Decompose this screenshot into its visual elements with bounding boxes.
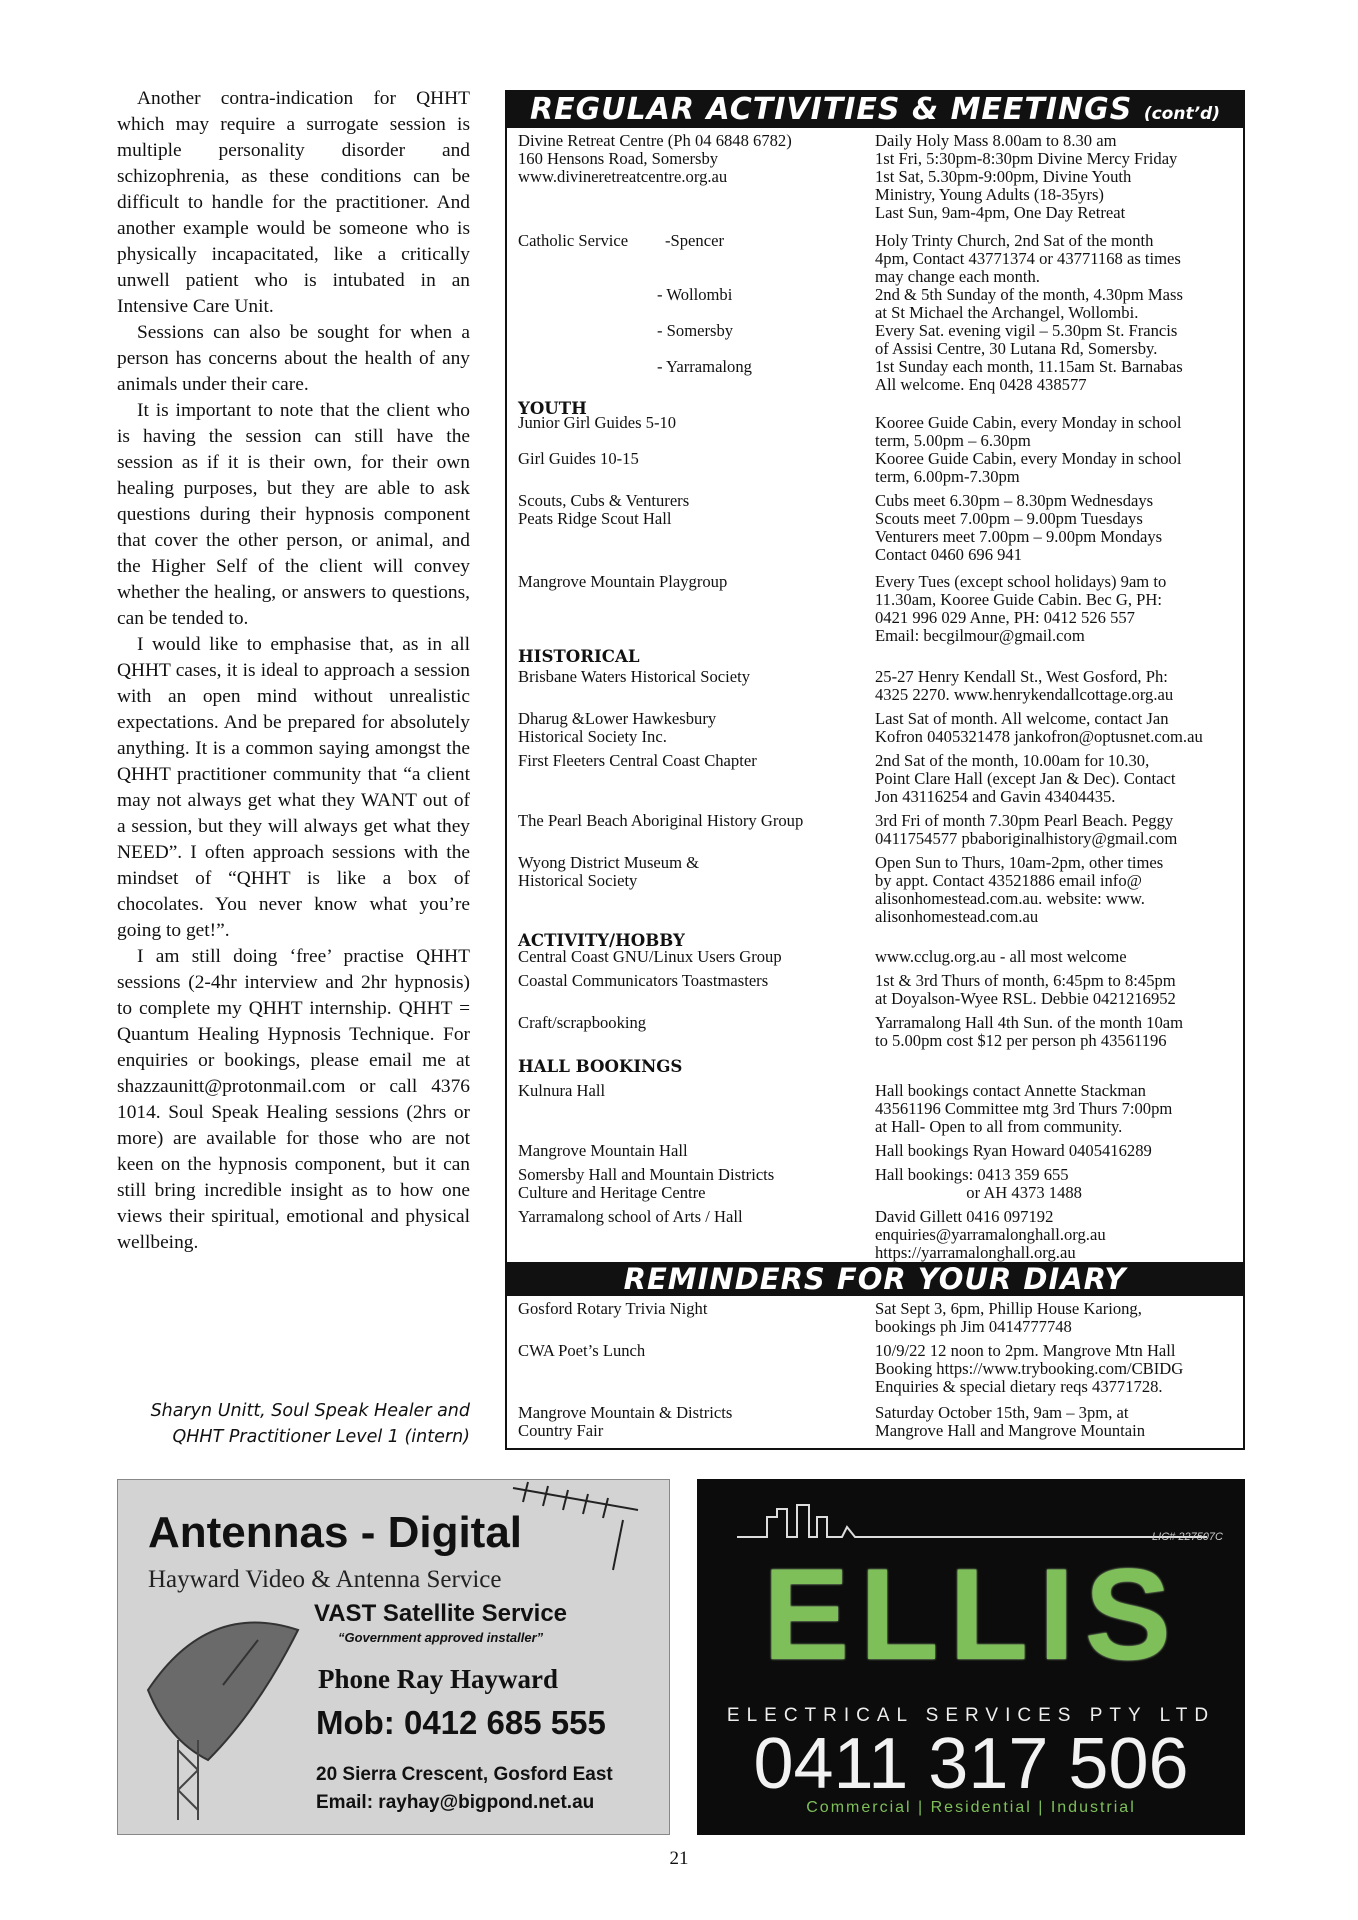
row-detail: Holy Trinty Church, 2nd Sat of the month 4pm, Contact 43771374 or 43771168 as times may change each month. <box>875 231 1181 286</box>
row-name: The Pearl Beach Aboriginal History Group <box>518 811 804 830</box>
article-paragraph: It is important to note that the client who is having the session can still have the session as if it is their own, for their own healing purposes, but they are able to ask questions during their hypnosis component that cover the other person, or animal, and the Higher Self of the client will convey whether the healing, or answers to questions, can be tended to. <box>117 400 470 629</box>
activities-title-suffix: (cont’d) <box>1143 104 1220 124</box>
section-heading-halls: HALL BOOKINGS <box>518 1056 683 1076</box>
row-detail: 25-27 Henry Kendall St., West Gosford, Ph: 4325 2270. www.henrykendallcottage.org.au <box>875 667 1174 704</box>
antennas-email: Email: rayhay@bigpond.net.au <box>316 1792 595 1813</box>
ellis-tagline: Commercial | Residential | Industrial <box>806 1799 1136 1816</box>
antennas-approved: “Government approved installer” <box>338 1630 544 1645</box>
article-paragraph: Another contra-indication for QHHT which may require a surrogate session is multiple personality disorder and schizophrenia, as these conditions can be difficult to handle for the practitioner. And another example would be someone who is physically incapacitated, like a critically unwell patient who is intubated in an Intensive Care Unit. <box>117 88 470 317</box>
row-detail: David Gillett 0416 097192 enquiries@yarramalonghall.org.au https://yarramalonghall.org.au <box>875 1207 1106 1262</box>
article-signature <box>117 1398 470 1450</box>
activities-title: REGULAR ACTIVITIES & MEETINGS <box>530 92 1133 127</box>
antennas-phone-label: Phone Ray Hayward <box>318 1664 559 1694</box>
row-name: Wyong District Museum & Historical Society <box>518 853 700 890</box>
activities-banner <box>507 92 1243 128</box>
row-name: Mangrove Mountain Hall <box>518 1141 688 1160</box>
antennas-mobile: Mob: 0412 685 555 <box>316 1704 606 1741</box>
antennas-address: 20 Sierra Crescent, Gosford East <box>316 1764 613 1785</box>
row-name: Gosford Rotary Trivia Night <box>518 1299 708 1318</box>
row-name: Kulnura Hall <box>518 1081 606 1100</box>
row-detail: 2nd & 5th Sunday of the month, 4.30pm Mass at St Michael the Archangel, Wollombi. <box>875 285 1183 322</box>
row-name: Brisbane Waters Historical Society <box>518 667 750 686</box>
row-detail: Hall bookings contact Annette Stackman 43561196 Committee mtg 3rd Thurs 7:00pm at Hall- Open to all from community. <box>875 1081 1173 1136</box>
row-detail: Open Sun to Thurs, 10am-2pm, other times by appt. Contact 43521886 email info@ alisonhomestead.com.au. website: www. alisonhomestead.com.au <box>875 853 1164 926</box>
row-detail: Kooree Guide Cabin, every Monday in school term, 5.00pm – 6.30pm <box>875 413 1182 450</box>
row-detail: 3rd Fri of month 7.30pm Pearl Beach. Peggy 0411754577 pbaboriginalhistory@gmail.com <box>875 811 1178 848</box>
signature-line-1: Sharyn Unitt, Soul Speak Healer and <box>150 1401 470 1421</box>
row-name: - Somersby <box>657 321 734 340</box>
row-name: Craft/scrapbooking <box>518 1013 647 1032</box>
row-detail: Daily Holy Mass 8.00am to 8.30 am 1st Fri, 5:30pm-8:30pm Divine Mercy Friday 1st Sat, 5.30pm-9:00pm, Divine Youth Ministry, Young Adults (18-35yrs) Last Sun, 9am-4pm, One Day Retreat <box>875 131 1178 222</box>
row-name: Divine Retreat Centre (Ph 04 6848 6782) 160 Hensons Road, Somersby www.divineretreatcentre.org.au <box>518 131 792 186</box>
row-name: - Yarramalong <box>657 357 752 376</box>
row-name: Girl Guides 10-15 <box>518 449 639 468</box>
row-name: Central Coast GNU/Linux Users Group <box>518 947 782 966</box>
article-paragraph: Sessions can also be sought for when a person has concerns about the health of any animals under their care. <box>117 322 470 395</box>
row-name: - Wollombi <box>657 285 733 304</box>
row-name: Junior Girl Guides 5-10 <box>518 413 677 432</box>
antennas-headline: Antennas - Digital <box>148 1508 523 1557</box>
row-detail: www.cclug.org.au - all most welcome <box>875 947 1127 966</box>
row-detail: Every Sat. evening vigil – 5.30pm St. Francis of Assisi Centre, 30 Lutana Rd, Somersby. <box>875 321 1178 358</box>
row-name: Mangrove Mountain & Districts Country Fair <box>518 1403 733 1440</box>
article-paragraph: I would like to emphasise that, as in all QHHT cases, it is ideal to approach a session with an open mind without unrealistic expectations. And be prepared for absolutely anything. It is a common saying amongst the QHHT practitioner community that “a client may not always get what they WANT out of a session, but they will always get what they NEED”. I often approach sessions with the mindset of “QHHT is like a box of chocolates. You never know what you’re going to get!”. <box>117 634 470 941</box>
row-detail: Sat Sept 3, 6pm, Phillip House Kariong, bookings ph Jim 0414777748 <box>875 1299 1142 1336</box>
row-detail: Saturday October 15th, 9am – 3pm, at Mangrove Hall and Mangrove Mountain <box>875 1403 1146 1440</box>
ellis-brand: ELLIS <box>762 1541 1182 1687</box>
ellis-subtitle: ELECTRICAL SERVICES PTY LTD <box>726 1705 1216 1726</box>
row-detail: Yarramalong Hall 4th Sun. of the month 10am to 5.00pm cost $12 per person ph 43561196 <box>875 1013 1184 1050</box>
section-heading-historical: HISTORICAL <box>518 646 640 666</box>
row-name: Coastal Communicators Toastmasters <box>518 971 769 990</box>
section-heading-hobby: ACTIVITY/HOBBY <box>518 930 685 950</box>
ellis-license: LIC# 227507C <box>1152 1531 1223 1543</box>
page-number: 21 <box>669 1848 689 1869</box>
reminders-banner: REMINDERS FOR YOUR DIARY <box>507 1262 1243 1296</box>
row-detail: Hall bookings: 0413 359 655 or AH 4373 1488 <box>875 1165 1082 1202</box>
antennas-service: VAST Satellite Service <box>314 1600 568 1627</box>
row-detail: 10/9/22 12 noon to 2pm. Mangrove Mtn Hall Booking https://www.trybooking.com/CBIDG Enquiries & special dietary reqs 43771728. <box>875 1341 1184 1396</box>
article-column <box>117 86 470 1256</box>
antennas-company: Hayward Video & Antenna Service <box>148 1566 502 1593</box>
row-name: Scouts, Cubs & Venturers Peats Ridge Scout Hall <box>518 491 690 528</box>
catholic-label: Catholic Service <box>518 231 629 250</box>
row-name: -Spencer <box>665 231 724 250</box>
row-detail: Every Tues (except school holidays) 9am to 11.30am, Kooree Guide Cabin. Bec G, PH: 0421 996 029 Anne, PH: 0412 526 557 Email: becgilmour@gmail.com <box>875 572 1167 645</box>
section-heading-youth: YOUTH <box>518 398 587 418</box>
row-name: Somersby Hall and Mountain Districts Culture and Heritage Centre <box>518 1165 775 1202</box>
ellis-phone: 0411 317 506 <box>753 1724 1189 1804</box>
row-detail: Last Sat of month. All welcome, contact Jan Kofron 0405321478 jankofron@optusnet.com.au <box>875 709 1203 746</box>
row-detail: Cubs meet 6.30pm – 8.30pm Wednesdays Scouts meet 7.00pm – 9.00pm Tuesdays Venturers meet 7.00pm – 9.00pm Mondays Contact 0460 696 941 <box>875 491 1163 564</box>
article-paragraph: I am still doing ‘free’ practise QHHT sessions (2-4hr interview and 2hr hypnosis) to complete my QHHT internship. QHHT = Quantum Healing Hypnosis Technique. For enquiries or bookings, please email me at shazzaunitt@protonmail.com or call 4376 1014. Soul Speak Healing sessions (2hrs or more) are available for those who are not keen on the hypnosis component, but it can still bring incredible insight as to how one views their spiritual, emotional and physical wellbeing. <box>117 946 470 1253</box>
row-detail: 1st Sunday each month, 11.15am St. Barnabas All welcome. Enq 0428 438577 <box>875 357 1183 394</box>
row-name: Dharug &Lower Hawkesbury Historical Society Inc. <box>518 709 717 746</box>
row-detail: Kooree Guide Cabin, every Monday in school term, 6.00pm-7.30pm <box>875 449 1182 486</box>
row-detail: 1st & 3rd Thurs of month, 6:45pm to 8:45pm at Doyalson-Wyee RSL. Debbie 0421216952 <box>875 971 1176 1008</box>
row-name: Yarramalong school of Arts / Hall <box>518 1207 743 1226</box>
row-name: CWA Poet’s Lunch <box>518 1341 646 1360</box>
activities-table <box>505 90 1245 1450</box>
row-name: Mangrove Mountain Playgroup <box>518 572 728 591</box>
ellis-advertisement <box>697 1479 1245 1835</box>
antennas-advertisement <box>117 1479 670 1835</box>
row-detail: Hall bookings Ryan Howard 0405416289 <box>875 1141 1152 1160</box>
row-detail: 2nd Sat of the month, 10.00am for 10.30, Point Clare Hall (except Jan & Dec). Contact Jon 43116254 and Gavin 43404435. <box>875 751 1176 806</box>
row-name: First Fleeters Central Coast Chapter <box>518 751 757 770</box>
signature-line-2: QHHT Practitioner Level 1 (intern) <box>172 1427 470 1447</box>
